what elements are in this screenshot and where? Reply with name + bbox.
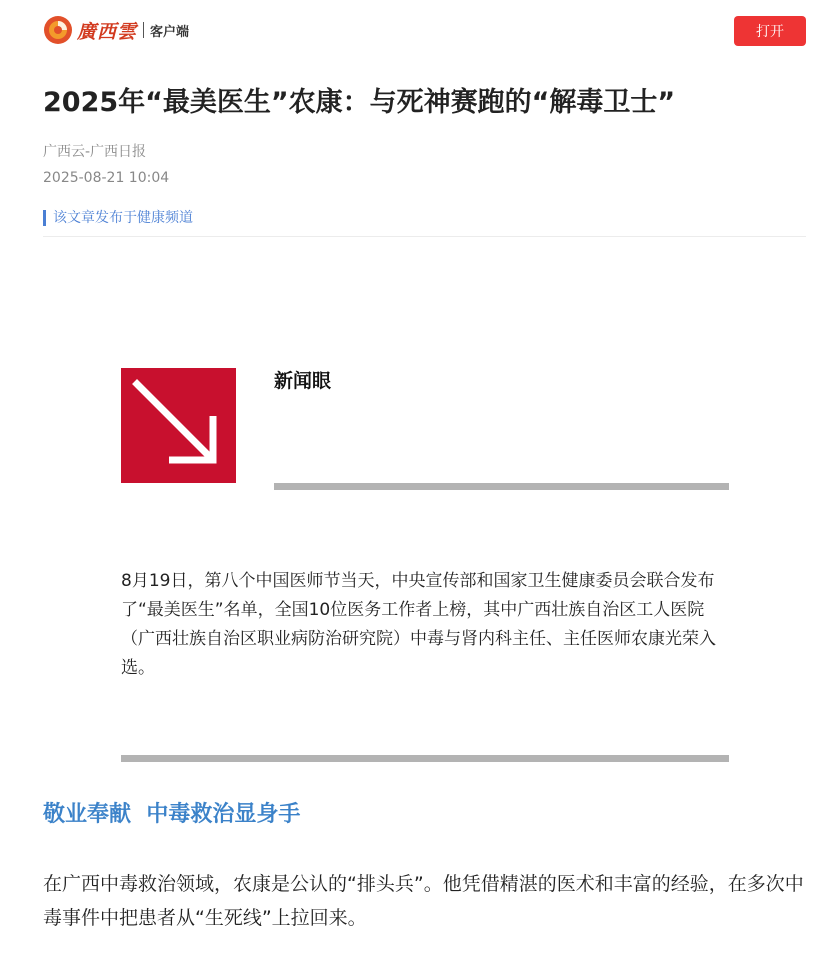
article-date: 2025-08-21 10:04 [43, 170, 170, 186]
feature-bottom-rule [121, 755, 729, 762]
logo-subtitle: 客户端 [150, 24, 190, 40]
feature-heading: 新闻眼 [274, 370, 332, 392]
feature-top-rule [274, 483, 729, 490]
logo-swirl-icon [43, 15, 73, 45]
section-subheading: 敬业奉献 中毒救治显身手 [43, 802, 301, 827]
feature-lead-paragraph: 8月19日，第八个中国医师节当天，中央宣传部和国家卫生健康委员会联合发布了“最美医生”名单，全国10位医务工作者上榜，其中广西壮族自治区工人医院（广西壮族自治区职业病防治研究院）中毒与肾内科主任、主任医师农康光荣入选。 [121, 571, 716, 678]
channel-note-link[interactable]: 该文章发布于健康频道 [43, 210, 193, 226]
top-bar [0, 0, 820, 62]
article-source: 广西云-广西日报 [43, 144, 147, 160]
logo-divider [143, 22, 144, 38]
body-paragraph: 在广西中毒救治领域，农康是公认的“排头兵”。他凭借精湛的医术和丰富的经验，在多次中毒事件中把患者从“生死线”上拉回来。 [43, 873, 804, 929]
arrow-down-right-icon [121, 368, 236, 483]
open-app-button[interactable]: 打开 [734, 16, 806, 46]
logo-text: 廣西雲 [77, 20, 138, 43]
article-title: 2025年“最美医生”农康：与死神赛跑的“解毒卫士” [43, 87, 676, 118]
app-logo[interactable] [43, 14, 189, 46]
header-divider [43, 236, 806, 237]
